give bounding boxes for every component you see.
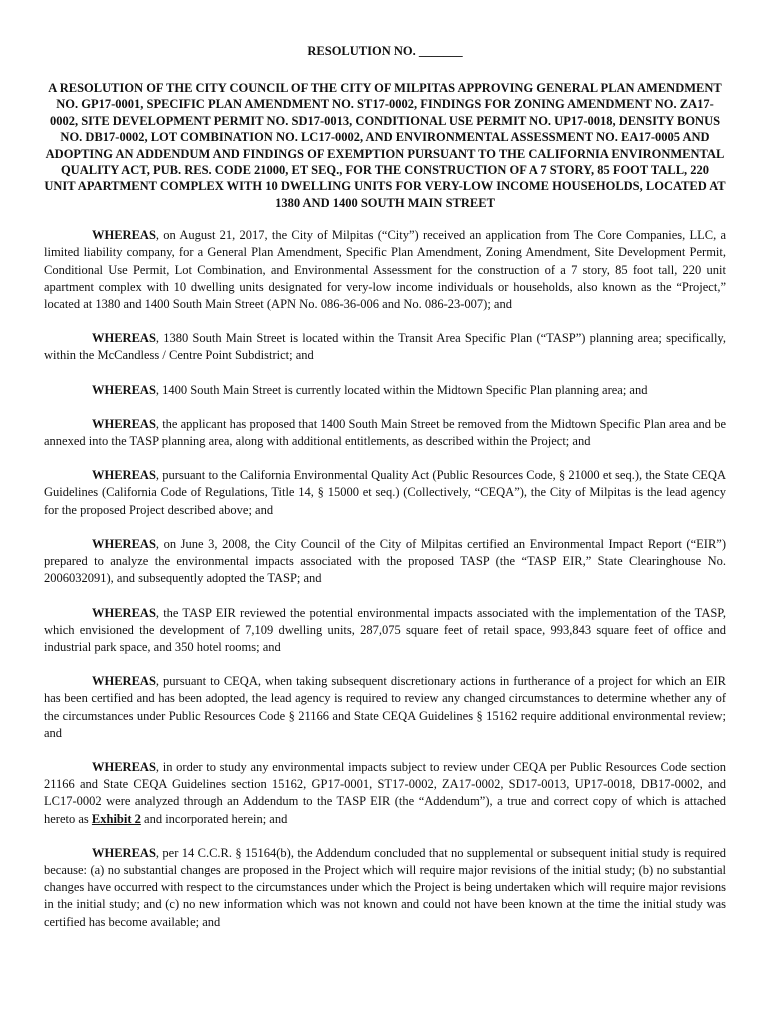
clause-text: , the applicant has proposed that 1400 South Main Street be removed from the Midtown Specific Plan area and be annexed into the TASP planning area, along with additional entitlements, as described within the Project; and: [44, 416, 726, 449]
whereas-label: WHEREAS: [92, 382, 156, 397]
whereas-clause-6: [44, 536, 726, 588]
whereas-label: WHEREAS: [92, 331, 156, 346]
clause-text: , the TASP EIR reviewed the potential environmental impacts associated with the implementation of the TASP, which envisioned the development of 7,109 dwelling units, 287,075 square feet of retail space, 993,843 square feet of office and industrial park space, and 350 hotel rooms; and: [44, 605, 726, 654]
whereas-label: WHEREAS: [92, 468, 156, 483]
clause-text-tail: and incorporated herein; and: [140, 811, 288, 826]
clause-text: , per 14 C.C.R. § 15164(b), the Addendum concluded that no supplemental or subsequent initial study is required because: (a) no substantial changes are proposed in the Project which will require major revisions of the initial study; (b) no substantial changes have occurred with respect to the circumstances under which the Project is being undertaken which will require major revisions in the initial study; and (c) no new information which was not known and could not have been known at the time the initial study was certified has become available; and: [44, 845, 726, 929]
whereas-clause-2: [44, 330, 726, 364]
whereas-label: WHEREAS: [92, 536, 156, 551]
whereas-clause-3: [44, 382, 726, 399]
whereas-label: WHEREAS: [92, 605, 156, 620]
whereas-label: WHEREAS: [92, 228, 156, 243]
document-page: [44, 44, 726, 948]
clause-text: , in order to study any environmental impacts subject to review under CEQA per Public Resources Code section 21166 and State CEQA Guidelines section 15162, GP17-0001, ST17-0002, ZA17-0002, SD17-0013, UP17-0018, DB17-0002, and LC17-0002 were analyzed through an Addendum to the TASP EIR (the “Addendum”), a true and correct copy of which is attached hereto as: [44, 759, 726, 826]
clause-text: , 1400 South Main Street is currently located within the Midtown Specific Plan planning area; and: [155, 382, 648, 397]
whereas-label: WHEREAS: [92, 416, 156, 431]
clause-text: , on June 3, 2008, the City Council of the City of Milpitas certified an Environmental Impact Report (“EIR”) prepared to analyze the environmental impacts associated with the proposed TASP (the “TASP EIR,” State Clearinghouse No. 2006032091), and subsequently adopted the TASP; and: [44, 536, 726, 586]
clause-text: , 1380 South Main Street is located within the Transit Area Specific Plan (“TASP”) planning area; specifically, within the McCandless / Centre Point Subdistrict; and: [44, 331, 726, 363]
whereas-label: WHEREAS: [92, 759, 156, 774]
whereas-clause-8: [44, 673, 726, 742]
resolution-number: RESOLUTION NO. _______: [307, 44, 463, 58]
whereas-clause-4: [44, 416, 726, 450]
whereas-clause-7: [44, 605, 726, 657]
clause-text: , pursuant to CEQA, when taking subsequent discretionary actions in furtherance of a project for which an EIR has been certified and has been adopted, the lead agency is required to review any changed circumstances to determine whether any of the circumstances under Public Resources Code § 21166 and State CEQA Guidelines § 15162 require additional environmental review; and: [44, 674, 726, 740]
whereas-clause-9: [44, 759, 726, 828]
resolution-heading: A RESOLUTION OF THE CITY COUNCIL OF THE CITY OF MILPITAS APPROVING GENERAL PLAN AMENDMENT NO. GP17-0001, SPECIFIC PLAN AMENDMENT NO. ST17-0002, FINDINGS FOR ZONING AMENDMENT NO. ZA17-0002, SITE DEVELOPMENT PERMIT NO. SD17-0013, CONDITIONAL USE PERMIT NO. UP17-0018, DENSITY BONUS NO. DB17-0002, LOT COMBINATION NO. LC17-0002, AND ENVIRONMENTAL ASSESSMENT NO. EA17-0005 AND ADOPTING AN ADDENDUM AND FINDINGS OF EXEMPTION PURSUANT TO THE CALIFORNIA ENVIRONMENTAL QUALITY ACT, PUB. RES. CODE 21000, ET SEQ., FOR THE CONSTRUCTION OF A 7 STORY, 85 FOOT TALL, 220 UNIT APARTMENT COMPLEX WITH 10 DWELLING UNITS FOR VERY-LOW INCOME HOUSEHOLDS, LOCATED AT 1380 AND 1400 SOUTH MAIN STREET: [44, 81, 726, 210]
clause-text: , on August 21, 2017, the City of Milpitas (“City”) received an application from The Core Companies, LLC, a limited liability company, for a General Plan Amendment, Specific Plan Amendment, Zoning Amendment, Site Development Permit, Conditional Use Permit, Lot Combination, and Environmental Assessment for the construction of a 7 story, 85 foot tall, 220 unit apartment complex with 10 dwelling units designated for very-low income individuals or households, also known as the “Project,” located at 1380 and 1400 South Main Street (APN No. 086-36-006 and No. 086-23-007); and: [44, 228, 726, 312]
exhibit-reference: Exhibit 2: [91, 811, 141, 826]
whereas-label: WHEREAS: [92, 845, 156, 860]
whereas-clause-5: [44, 467, 726, 519]
clause-text: , pursuant to the California Environmental Quality Act (Public Resources Code, § 21000 et seq.), the State CEQA Guidelines (California Code of Regulations, Title 14, § 15000 et seq.) (Collectively, “CEQA”), the City of Milpitas is the lead agency for the proposed Project described above; and: [44, 468, 726, 517]
whereas-label: WHEREAS: [92, 674, 156, 689]
whereas-clause-1: [44, 227, 726, 313]
whereas-clause-10: [44, 845, 726, 931]
